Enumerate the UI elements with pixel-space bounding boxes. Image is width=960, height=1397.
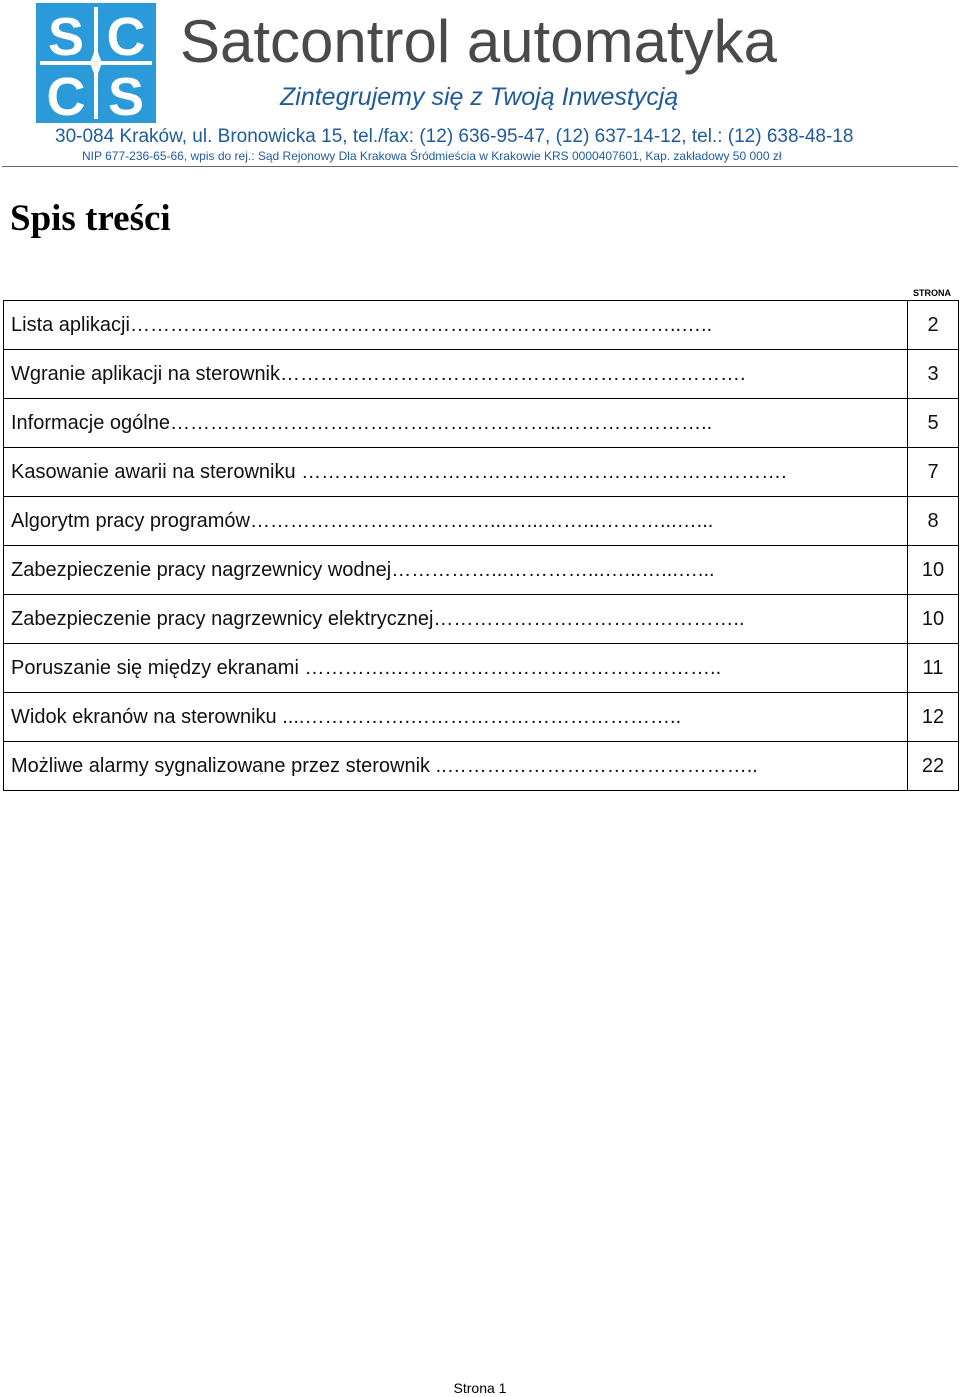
toc-entry-page[interactable]: 5: [908, 399, 959, 448]
toc-row[interactable]: [4, 595, 959, 644]
toc-entry-label[interactable]: Widok ekranów na sterowniku ....…………….…………………………………..: [4, 693, 908, 742]
toc-title: Spis treści: [10, 198, 171, 239]
toc-row[interactable]: [4, 301, 959, 350]
toc-entry-label[interactable]: Wgranie aplikacji na sterownik…………………………………………………………….: [4, 350, 908, 399]
toc-entry-page[interactable]: 7: [908, 448, 959, 497]
toc-row[interactable]: [4, 497, 959, 546]
toc-entry-page[interactable]: 10: [908, 546, 959, 595]
toc-row[interactable]: [4, 546, 959, 595]
toc-entry-page[interactable]: 11: [908, 644, 959, 693]
page-column-label: STRONA: [913, 288, 951, 298]
toc-entry-label[interactable]: Możliwe alarmy sygnalizowane przez sterownik ..………………………………………..: [4, 742, 908, 791]
company-tagline: Zintegrujemy się z Twoją Inwestycją: [280, 83, 679, 111]
toc-entry-label[interactable]: Algorytm pracy programów………………………………...…...……...………...…...: [4, 497, 908, 546]
toc-row[interactable]: [4, 693, 959, 742]
toc-entry-page[interactable]: 2: [908, 301, 959, 350]
toc-row[interactable]: [4, 448, 959, 497]
company-address: 30-084 Kraków, ul. Bronowicka 15, tel./fax: (12) 636-95-47, (12) 637-14-12, tel.: (12) 638-48-18: [55, 126, 854, 147]
toc-entry-label[interactable]: Lista aplikacji………………………………………………………………………..…..: [4, 301, 908, 350]
company-registry: NIP 677-236-65-66, wpis do rej.: Sąd Rejonowy Dla Krakowa Śródmieścia w Krakowie KRS 0000407601, Kap. zakładowy 50 000 zł: [82, 149, 782, 163]
toc-row[interactable]: [4, 350, 959, 399]
toc-entry-page[interactable]: 10: [908, 595, 959, 644]
toc-entry-page[interactable]: 12: [908, 693, 959, 742]
company-name: Satcontrol automatyka: [180, 8, 777, 75]
toc-entry-label[interactable]: Poruszanie się między ekranami ………….…………………………………………..: [4, 644, 908, 693]
toc-entry-label[interactable]: Informacje ogólne…………………………………………………..…………………..: [4, 399, 908, 448]
toc-entry-page[interactable]: 8: [908, 497, 959, 546]
svg-text:S: S: [47, 7, 85, 67]
toc-entry-page[interactable]: 3: [908, 350, 959, 399]
toc-entry-page[interactable]: 22: [908, 742, 959, 791]
toc-row[interactable]: [4, 644, 959, 693]
company-logo: [36, 3, 156, 123]
toc-row[interactable]: [4, 399, 959, 448]
page-footer: Strona 1: [453, 1380, 507, 1396]
svg-text:S: S: [107, 67, 145, 123]
svg-text:C: C: [106, 7, 146, 67]
toc-entry-label[interactable]: Zabezpieczenie pracy nagrzewnicy wodnej……………...…………...…...…...…...: [4, 546, 908, 595]
header-divider: [2, 166, 958, 167]
logo-graphic: [36, 3, 156, 123]
toc-entry-label[interactable]: Kasowanie awarii na sterowniku ……………………………………………………………….: [4, 448, 908, 497]
letterhead: [0, 0, 960, 168]
toc-entry-label[interactable]: Zabezpieczenie pracy nagrzewnicy elektrycznej………………………………………..: [4, 595, 908, 644]
toc-table: [3, 300, 959, 791]
toc-row[interactable]: [4, 742, 959, 791]
svg-text:C: C: [46, 67, 86, 123]
